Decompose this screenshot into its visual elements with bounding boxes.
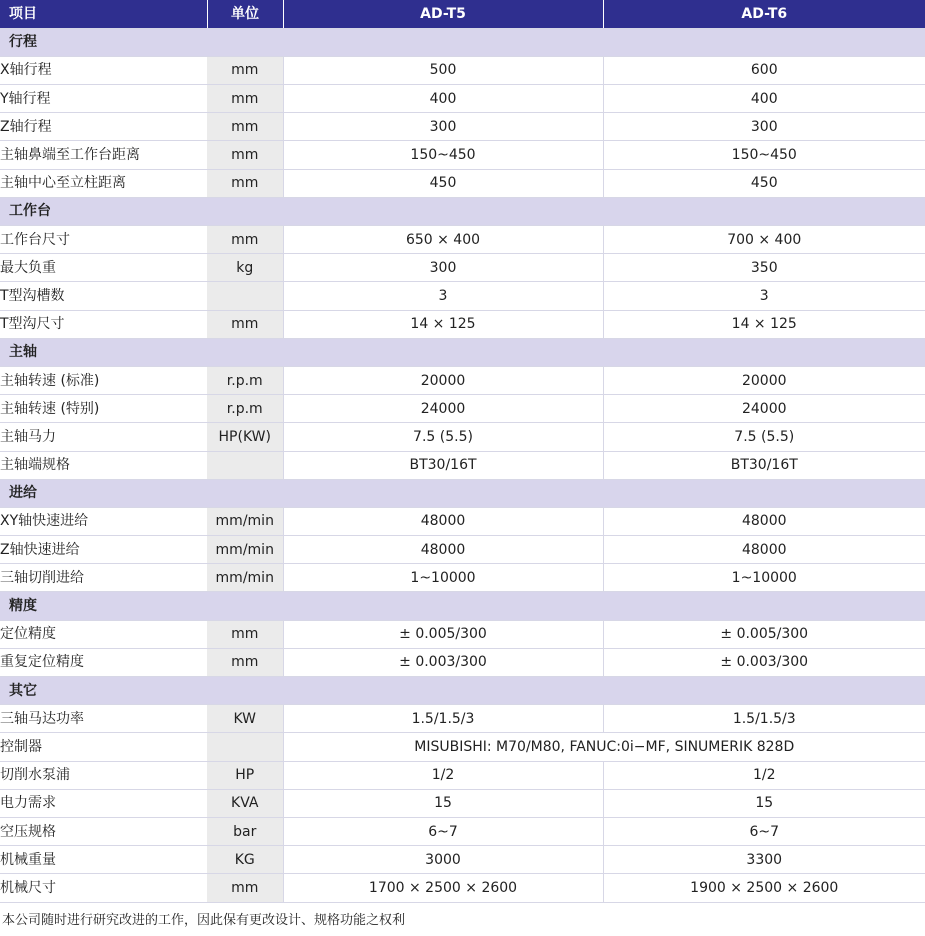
spec-unit: mm: [207, 141, 283, 169]
spec-name: XY轴快速进给: [0, 507, 207, 535]
spec-name: Z轴行程: [0, 113, 207, 141]
spec-value-b: 6~7: [603, 817, 925, 845]
spec-unit: mm: [207, 169, 283, 197]
section-row: [0, 592, 925, 620]
spec-value-a: 48000: [283, 507, 603, 535]
spec-value-merged: MISUBISHI: M70/M80, FANUC:0i−MF, SINUMERIK 828D: [283, 733, 925, 761]
spec-name: T型沟槽数: [0, 282, 207, 310]
spec-name: 重复定位精度: [0, 648, 207, 676]
table-row: [0, 761, 925, 789]
table-row: [0, 141, 925, 169]
spec-value-b: 48000: [603, 507, 925, 535]
spec-value-b: 1/2: [603, 761, 925, 789]
spec-value-a: 7.5 (5.5): [283, 423, 603, 451]
spec-value-b: 1900 × 2500 × 2600: [603, 874, 925, 902]
spec-unit: mm: [207, 85, 283, 113]
section-row: [0, 479, 925, 507]
spec-name: 主轴端规格: [0, 451, 207, 479]
spec-value-a: 500: [283, 56, 603, 84]
section-title: 行程: [0, 28, 925, 56]
spec-value-a: ± 0.003/300: [283, 648, 603, 676]
spec-name: 控制器: [0, 733, 207, 761]
spec-value-b: 1.5/1.5/3: [603, 705, 925, 733]
spec-unit: kg: [207, 254, 283, 282]
section-title: 精度: [0, 592, 925, 620]
spec-unit: mm/min: [207, 536, 283, 564]
spec-unit: KW: [207, 705, 283, 733]
section-row: [0, 677, 925, 705]
header-row: [0, 0, 925, 28]
spec-value-a: ± 0.005/300: [283, 620, 603, 648]
spec-name: 主轴中心至立柱距离: [0, 169, 207, 197]
spec-value-b: 1~10000: [603, 564, 925, 592]
spec-name: 空压规格: [0, 817, 207, 845]
spec-name: 主轴鼻端至工作台距离: [0, 141, 207, 169]
spec-unit: [207, 733, 283, 761]
spec-value-b: 300: [603, 113, 925, 141]
spec-name: X轴行程: [0, 56, 207, 84]
footnote: 本公司随时进行研究改进的工作，因此保有更改设计、规格功能之权利: [2, 912, 406, 928]
section-row: [0, 28, 925, 56]
spec-value-b: 24000: [603, 395, 925, 423]
spec-unit: r.p.m: [207, 395, 283, 423]
header-model-b: AD-T6: [603, 0, 925, 28]
spec-value-a: 1~10000: [283, 564, 603, 592]
spec-name: 三轴马达功率: [0, 705, 207, 733]
spec-name: 切削水泵浦: [0, 761, 207, 789]
spec-value-a: 6~7: [283, 817, 603, 845]
spec-name: Z轴快速进给: [0, 536, 207, 564]
section-title: 工作台: [0, 197, 925, 225]
spec-value-a: BT30/16T: [283, 451, 603, 479]
spec-value-b: ± 0.003/300: [603, 648, 925, 676]
spec-unit: mm: [207, 226, 283, 254]
spec-value-b: 7.5 (5.5): [603, 423, 925, 451]
table-row: [0, 169, 925, 197]
spec-unit: mm/min: [207, 507, 283, 535]
spec-unit: [207, 282, 283, 310]
spec-unit: HP: [207, 761, 283, 789]
table-row: [0, 536, 925, 564]
spec-value-a: 300: [283, 254, 603, 282]
spec-unit: bar: [207, 817, 283, 845]
table-row: [0, 705, 925, 733]
spec-value-a: 1/2: [283, 761, 603, 789]
spec-unit: [207, 451, 283, 479]
spec-value-a: 650 × 400: [283, 226, 603, 254]
spec-name: 机械重量: [0, 846, 207, 874]
table-row: [0, 789, 925, 817]
spec-unit: HP(KW): [207, 423, 283, 451]
table-row: [0, 733, 925, 761]
spec-name: 主轴转速 (特别): [0, 395, 207, 423]
spec-value-a: 1700 × 2500 × 2600: [283, 874, 603, 902]
table-row: [0, 113, 925, 141]
spec-name: 主轴马力: [0, 423, 207, 451]
table-row: [0, 254, 925, 282]
table-row: [0, 874, 925, 902]
spec-value-b: 48000: [603, 536, 925, 564]
spec-value-b: 14 × 125: [603, 310, 925, 338]
table-row: [0, 85, 925, 113]
section-row: [0, 338, 925, 366]
spec-value-a: 400: [283, 85, 603, 113]
table-row: [0, 648, 925, 676]
spec-name: 最大负重: [0, 254, 207, 282]
spec-name: 定位精度: [0, 620, 207, 648]
spec-unit: mm: [207, 56, 283, 84]
spec-name: 机械尺寸: [0, 874, 207, 902]
spec-value-a: 14 × 125: [283, 310, 603, 338]
spec-name: T型沟尺寸: [0, 310, 207, 338]
spec-value-a: 15: [283, 789, 603, 817]
spec-name: 工作台尺寸: [0, 226, 207, 254]
spec-value-b: 3: [603, 282, 925, 310]
table-row: [0, 507, 925, 535]
spec-value-b: ± 0.005/300: [603, 620, 925, 648]
table-row: [0, 451, 925, 479]
spec-name: Y轴行程: [0, 85, 207, 113]
section-title: 其它: [0, 677, 925, 705]
spec-value-b: 450: [603, 169, 925, 197]
spec-name: 电力需求: [0, 789, 207, 817]
spec-value-b: 350: [603, 254, 925, 282]
spec-value-b: 20000: [603, 366, 925, 394]
table-row: [0, 423, 925, 451]
spec-value-a: 3: [283, 282, 603, 310]
spec-value-b: 700 × 400: [603, 226, 925, 254]
table-row: [0, 564, 925, 592]
table-row: [0, 817, 925, 845]
spec-value-a: 1.5/1.5/3: [283, 705, 603, 733]
spec-value-b: 3300: [603, 846, 925, 874]
table-row: [0, 226, 925, 254]
spec-unit: mm: [207, 874, 283, 902]
table-row: [0, 846, 925, 874]
spec-value-a: 150~450: [283, 141, 603, 169]
table-row: [0, 282, 925, 310]
header-unit: 单位: [207, 0, 283, 28]
spec-value-b: BT30/16T: [603, 451, 925, 479]
spec-unit: KG: [207, 846, 283, 874]
table-row: [0, 310, 925, 338]
table-row: [0, 395, 925, 423]
section-row: [0, 197, 925, 225]
spec-unit: r.p.m: [207, 366, 283, 394]
spec-body: [0, 28, 925, 902]
spec-value-a: 24000: [283, 395, 603, 423]
spec-value-b: 600: [603, 56, 925, 84]
spec-name: 主轴转速 (标准): [0, 366, 207, 394]
spec-value-a: 300: [283, 113, 603, 141]
spec-value-a: 3000: [283, 846, 603, 874]
spec-unit: KVA: [207, 789, 283, 817]
table-row: [0, 620, 925, 648]
spec-value-a: 20000: [283, 366, 603, 394]
spec-value-b: 400: [603, 85, 925, 113]
spec-value-b: 150~450: [603, 141, 925, 169]
spec-unit: mm/min: [207, 564, 283, 592]
spec-value-a: 450: [283, 169, 603, 197]
header-model-a: AD-T5: [283, 0, 603, 28]
table-row: [0, 56, 925, 84]
table-row: [0, 366, 925, 394]
spec-value-a: 48000: [283, 536, 603, 564]
spec-name: 三轴切削进给: [0, 564, 207, 592]
spec-value-b: 15: [603, 789, 925, 817]
spec-unit: mm: [207, 648, 283, 676]
spec-unit: mm: [207, 620, 283, 648]
header-item: 项目: [0, 0, 207, 28]
spec-unit: mm: [207, 310, 283, 338]
section-title: 主轴: [0, 338, 925, 366]
section-title: 进给: [0, 479, 925, 507]
spec-unit: mm: [207, 113, 283, 141]
